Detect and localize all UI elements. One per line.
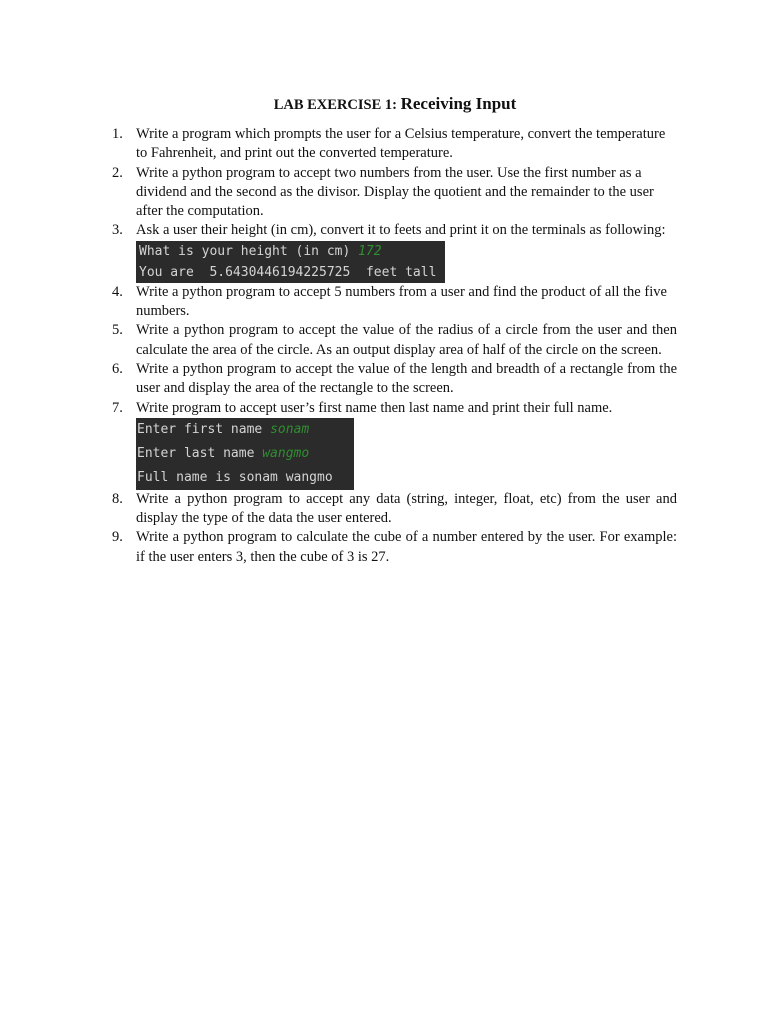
- title-main: Receiving Input: [400, 94, 517, 113]
- item-number: 9.: [112, 529, 123, 546]
- item-number: 2.: [112, 164, 123, 181]
- item-text: Write a python program to accept the value of the radius of a circle from the user and then calculate the area of the circle. As an output display area of half of the circle on the screen.: [136, 322, 677, 358]
- page-title: [0, 92, 768, 117]
- exercise-item-7: [104, 399, 677, 490]
- item-text: Write a python program to accept any data (string, integer, float, etc) from the user and display the type of the data the user entered.: [136, 490, 677, 527]
- terminal-prompt: What is your height (in cm): [139, 243, 359, 259]
- item-number: 4.: [112, 283, 123, 300]
- item-text: Write program to accept user’s first name then last name and print their full name.: [136, 399, 613, 416]
- terminal-line: [136, 262, 445, 283]
- terminal-line: [136, 418, 354, 442]
- item-text: Write a program which prompts the user for a Celsius temperature, convert the temperature to Fahrenheit, and print out the converted temperature.: [136, 126, 666, 162]
- exercise-item-8: [104, 490, 677, 529]
- exercise-item-9: [104, 528, 677, 567]
- terminal-line: [136, 466, 354, 490]
- terminal-prompt: You are 5.6430446194225725 feet tall: [139, 264, 437, 280]
- terminal-prompt: Enter last name: [137, 445, 263, 461]
- exercise-item-4: [104, 283, 677, 322]
- item-number: 8.: [112, 490, 123, 507]
- terminal-line: [136, 442, 354, 466]
- terminal-line: [136, 241, 445, 262]
- item-text: Write a python program to accept two numbers from the user. Use the first number as a dividend and the second as the divisor. Display the quotient and the remainder to the user after the computation.: [136, 164, 654, 220]
- item-number: 6.: [112, 360, 123, 377]
- terminal-user-input: 172: [358, 243, 382, 259]
- item-number: 7.: [112, 399, 123, 416]
- terminal-prompt: Full name is sonam wangmo: [137, 469, 333, 485]
- item-text: Write a python program to calculate the cube of a number entered by the user. For example: if the user enters 3, then the cube of 3 is 27.: [136, 529, 677, 565]
- terminal-user-input: wangmo: [262, 445, 310, 461]
- item-text: Write a python program to accept the value of the length and breadth of a rectangle from the user and display the area of the rectangle to the screen.: [136, 360, 677, 397]
- item-number: 3.: [112, 222, 123, 239]
- exercise-list: [104, 125, 677, 567]
- terminal-prompt: Enter first name: [137, 421, 271, 437]
- exercise-item-1: [104, 125, 677, 164]
- title-prefix: LAB EXERCISE 1:: [273, 97, 401, 113]
- terminal-user-input: sonam: [270, 421, 310, 437]
- item-number: 5.: [112, 322, 123, 339]
- exercise-item-2: [104, 164, 677, 222]
- exercise-item-3: [104, 221, 677, 282]
- item-text: Write a python program to accept 5 numbers from a user and find the product of all the five numbers.: [136, 283, 667, 320]
- terminal-output-height: [136, 241, 445, 283]
- exercise-item-6: [104, 360, 677, 399]
- item-text: Ask a user their height (in cm), convert it to feets and print it on the terminals as following:: [136, 222, 666, 239]
- item-number: 1.: [112, 126, 123, 142]
- exercise-item-5: [104, 321, 677, 360]
- terminal-output-name: [136, 418, 354, 490]
